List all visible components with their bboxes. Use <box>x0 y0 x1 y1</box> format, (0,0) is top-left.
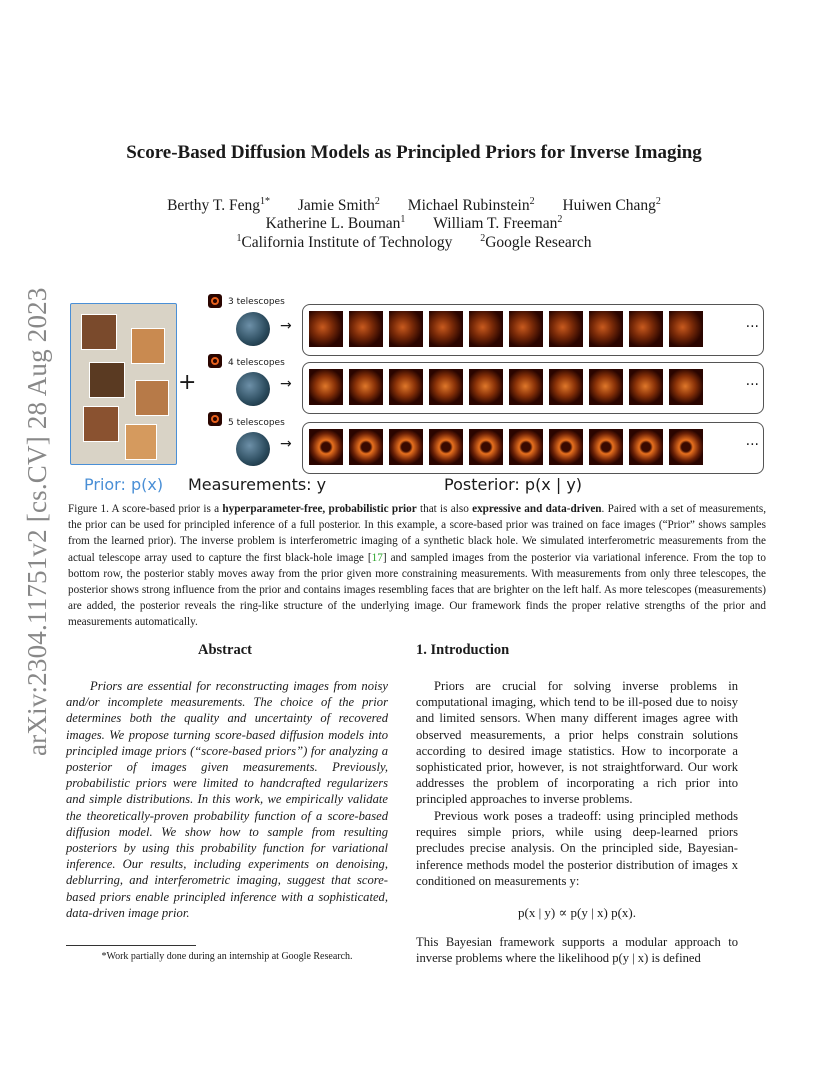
author-name: Jamie Smith$^2$ <box>297 196 380 215</box>
black-hole-icon <box>208 354 222 368</box>
face-image <box>131 328 165 364</box>
paper-title: Score-Based Diffusion Models as Principled Priors for Inverse Imaging <box>126 142 702 163</box>
posterior-sample-image <box>389 429 423 465</box>
author-name: Huiwen Chang$^2$ <box>562 196 661 215</box>
posterior-sample-image <box>349 311 383 347</box>
introduction-heading: 1. Introduction <box>416 642 510 658</box>
arrow-icon: → <box>280 376 292 392</box>
posterior-sample-image <box>549 311 583 347</box>
posterior-sample-image <box>589 429 623 465</box>
author-name: Berthy T. Feng$^{1*}$ <box>167 196 270 215</box>
posterior-label: Posterior: p(x | y) <box>444 475 583 494</box>
prior-label: Prior: p(x) <box>84 475 164 494</box>
telescope-count-label: 3 telescopes <box>228 297 285 307</box>
posterior-sample-image <box>589 311 623 347</box>
posterior-sample-image <box>389 311 423 347</box>
earth-globe-icon <box>236 432 270 466</box>
footnote: *Work partially done during an internship at Google Research. <box>101 951 353 962</box>
posterior-sample-image <box>629 311 663 347</box>
earth-globe-icon <box>236 312 270 346</box>
author-name: Michael Rubinstein$^2$ <box>407 196 535 215</box>
author-name: Katherine L. Bouman$^1$ <box>265 214 406 233</box>
black-hole-icon <box>208 412 222 426</box>
footnote-rule <box>66 945 196 946</box>
arrow-icon: → <box>280 318 292 334</box>
abstract-heading: Abstract <box>198 642 252 658</box>
face-image <box>81 314 117 350</box>
plus-sign: + <box>178 370 197 395</box>
black-hole-icon <box>208 294 222 308</box>
posterior-sample-image <box>549 429 583 465</box>
bayes-equation: p(x | y) ∝ p(y | x) p(x). <box>518 905 636 920</box>
posterior-sample-image <box>469 369 503 405</box>
face-image <box>135 380 169 416</box>
posterior-sample-image <box>549 369 583 405</box>
posterior-sample-image <box>349 429 383 465</box>
intro-paragraph: Previous work poses a tradeoff: using principled methods requires simple priors, while using deep-learned priors precludes precise analysis. On the principled side, Bayesian-inference methods model the posterior distribution of images x conditioned on measurements y: <box>416 809 738 888</box>
intro-paragraph: This Bayesian framework supports a modular approach to inverse problems where the likelihood p(y | x) is defined <box>416 935 738 966</box>
posterior-sample-image <box>669 429 703 465</box>
posterior-sample-image <box>309 429 343 465</box>
posterior-row-3-telescopes <box>302 304 764 356</box>
posterior-sample-image <box>429 369 463 405</box>
telescope-count-label: 5 telescopes <box>228 418 285 428</box>
posterior-sample-image <box>349 369 383 405</box>
figure-caption: Figure 1. A score-based prior is a hyperparameter-free, probabilistic prior that is also expressive and data-driven. Paired with a set of measurements, the prior can be used for principled inference of a full posterior. In this example, a score-based prior was trained on face images (“Prior” shows samples from the learned prior). The inverse problem is interferometric imaging of a synthetic black hole. We simulated interferometric measurements from the actual telescope array used to capture the first black-hole image [17] and sampled images from the posterior via variational inference. From the top to bottom row, the posterior stably moves away from the prior given more constraining measurements. With measurements from only three telescopes, the posterior shows strong influence from the prior and contains images resembling faces that are brighter on the left half. As more telescopes (measurements) are added, the posterior reveals the ring-like structure of the underlying image. Our framework finds the proper relative strengths of the prior and measurements automatically. <box>68 503 766 629</box>
citation-link[interactable]: 17 <box>371 551 383 564</box>
telescope-count-label: 4 telescopes <box>228 358 285 368</box>
posterior-sample-image <box>429 311 463 347</box>
posterior-sample-image <box>429 429 463 465</box>
posterior-row-4-telescopes <box>302 362 764 414</box>
measurements-label: Measurements: y <box>188 475 327 494</box>
affiliation: $^1$California Institute of Technology <box>236 233 453 252</box>
posterior-sample-image <box>629 369 663 405</box>
ellipsis: ··· <box>745 437 759 453</box>
author-line-2 <box>0 214 828 233</box>
posterior-sample-image <box>509 369 543 405</box>
arxiv-identifier: arXiv:2304.11751v2 [cs.CV] 28 Aug 2023 <box>22 287 52 756</box>
abstract-body: Priors are essential for reconstructing images from noisy and/or incomplete measurements. The choice of the prior determines both the quality and uncertainty of recovered images. We propose turning score-based diffusion models into principled image priors (“score-based priors”) for analyzing a posterior of images given measurements. Previously, probabilistic priors were limited to handcrafted regularizers and simple distributions. In this work, we empirically validate the theoretically-proven probability function of a score-based diffusion model. We show how to sample from resulting posteriors by using this probability function for variational inference. Our results, including experiments on denoising, deblurring, and interferometric imaging, suggest that score-based priors enable principled inference with a sophisticated, data-driven image prior. <box>66 679 388 920</box>
posterior-row-5-telescopes <box>302 422 764 474</box>
earth-globe-icon <box>236 372 270 406</box>
intro-paragraph: Priors are crucial for solving inverse problems in computational imaging, which tend to be ill-posed due to noisy and limited sensors. When many different images agree with observed measurements, a prior helps constrain solutions according to desired image statistics. How to incorporate a sophisticated prior, however, is not straightforward. Our work addresses the problem of incorporating a rich prior into principled approaches to inverse problems. <box>416 679 738 807</box>
author-name: William T. Freeman$^2$ <box>433 214 563 233</box>
ellipsis: ··· <box>745 377 759 393</box>
affiliation: $^2$Google Research <box>480 233 592 252</box>
posterior-sample-image <box>669 369 703 405</box>
posterior-sample-image <box>509 311 543 347</box>
face-image <box>83 406 119 442</box>
face-image <box>89 362 125 398</box>
posterior-sample-image <box>389 369 423 405</box>
posterior-sample-image <box>309 311 343 347</box>
posterior-sample-image <box>629 429 663 465</box>
arrow-icon: → <box>280 436 292 452</box>
posterior-sample-image <box>509 429 543 465</box>
posterior-sample-image <box>589 369 623 405</box>
affiliations <box>0 233 828 252</box>
posterior-sample-image <box>669 311 703 347</box>
prior-samples-panel <box>70 303 177 465</box>
posterior-sample-image <box>469 429 503 465</box>
ellipsis: ··· <box>745 319 759 335</box>
author-line-1 <box>0 196 828 215</box>
posterior-sample-image <box>309 369 343 405</box>
posterior-sample-image <box>469 311 503 347</box>
face-image <box>125 424 157 460</box>
